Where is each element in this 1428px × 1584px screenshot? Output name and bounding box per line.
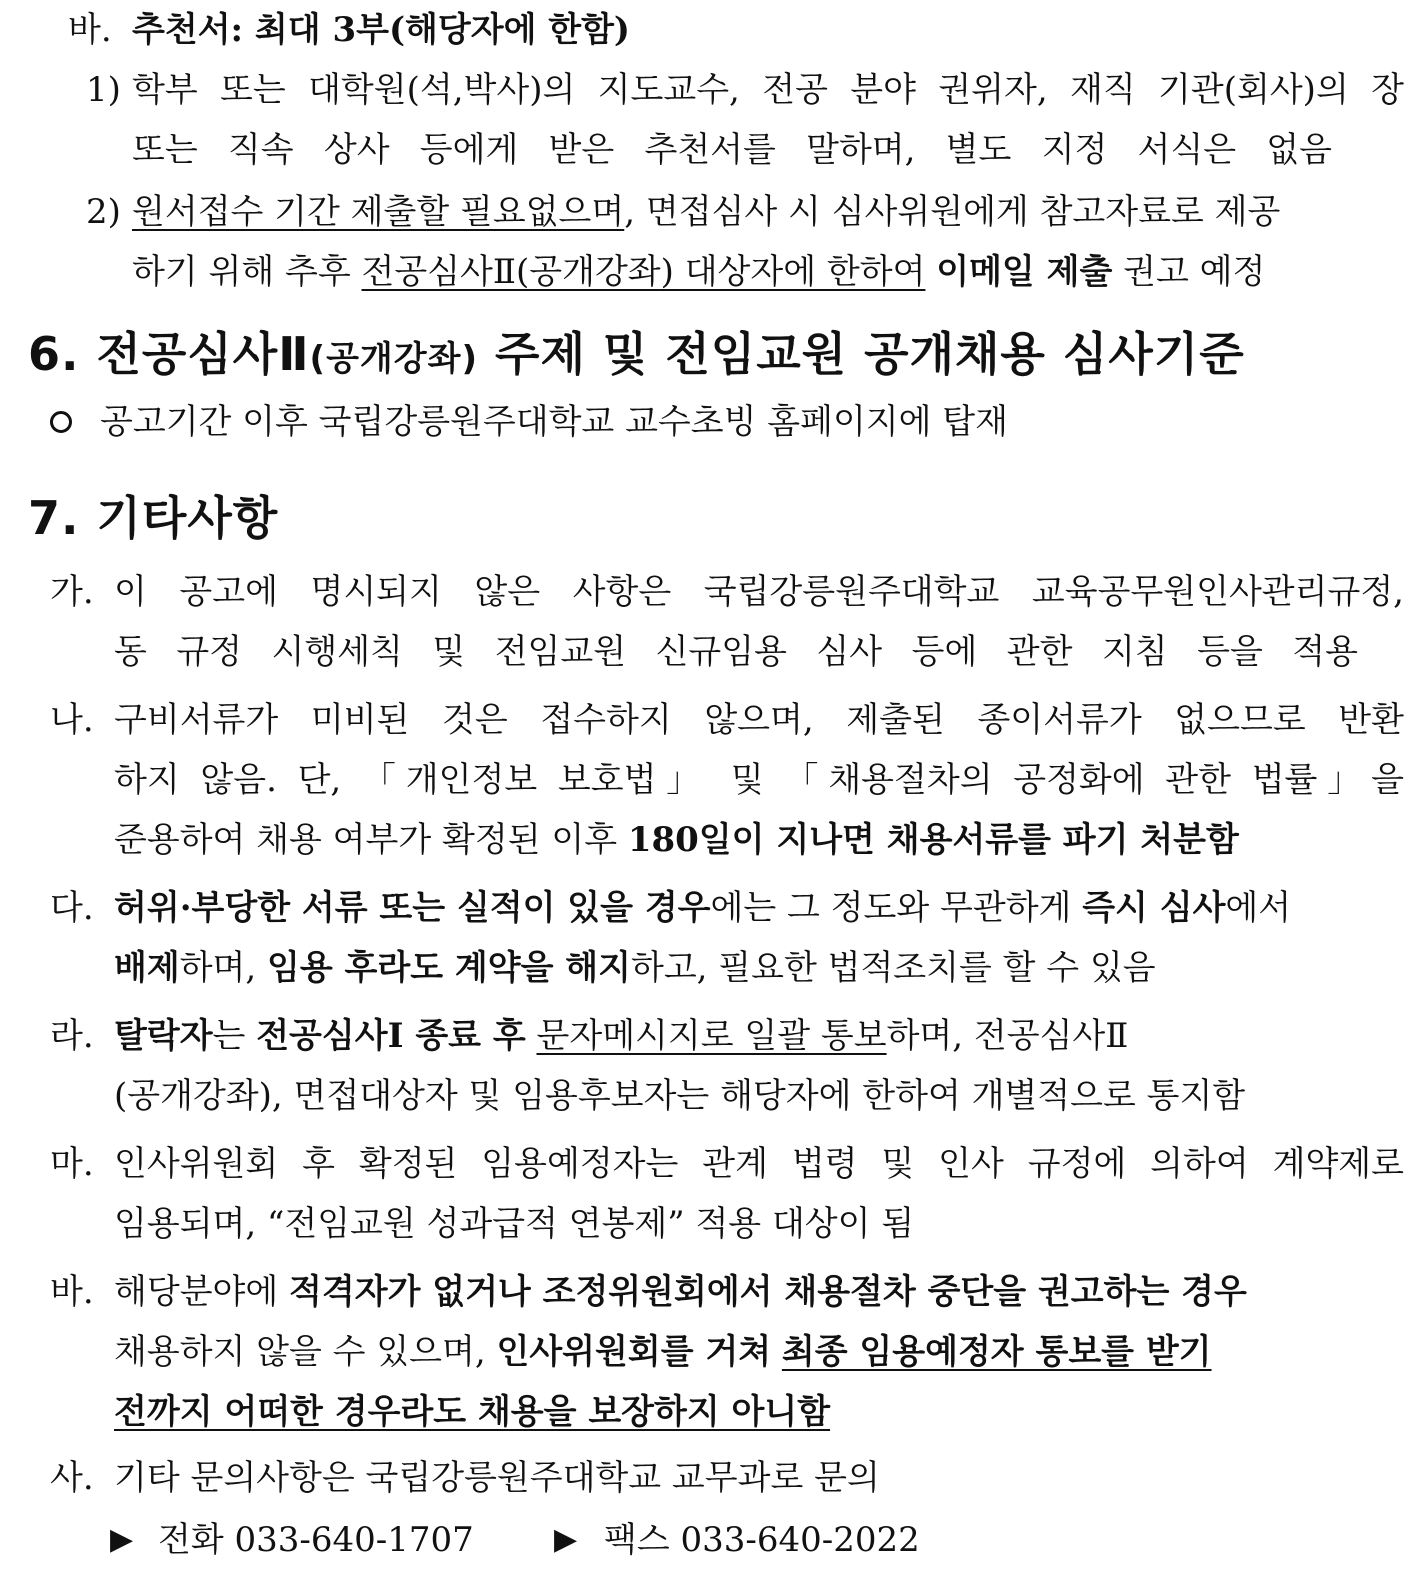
- recommendation-heading: 추천서: 최대 3부(해당자에 한함): [132, 10, 631, 50]
- paragraph-line: 동 규정 시행세칙 및 전임교원 신규임용 심사 등에 관한 지침 등을 적용: [114, 632, 1358, 672]
- circle-bullet-icon: [50, 411, 72, 433]
- paragraph-line: (공개강좌), 면접대상자 및 임용후보자는 해당자에 한하여 개별적으로 통지함: [114, 1076, 1246, 1116]
- text-run: 는: [212, 1016, 257, 1056]
- contact-fax: [604, 1518, 920, 1562]
- bold-text: 적격자가 없거나 조정위원회에서 채용절차 중단을 권고하는 경우: [289, 1272, 1247, 1312]
- text-run: 하며, 전공심사Ⅱ: [886, 1016, 1129, 1056]
- bold-text: 탈락자: [114, 1016, 213, 1056]
- paragraph-line: 공고기간 이후 국립강릉원주대학교 교수초빙 홈페이지에 탑재: [100, 402, 1008, 442]
- bold-text: 임용 후라도 계약을 해지: [267, 948, 631, 988]
- list-marker: 마.: [50, 1144, 94, 1184]
- list-marker: 바.: [50, 1272, 94, 1312]
- bold-text: 즉시 심사: [1082, 888, 1226, 928]
- bold-text: 전공심사Ⅰ 종료 후: [256, 1016, 526, 1056]
- fax-number: 033-640-2022: [680, 1520, 920, 1560]
- bold-text: 180일이 지나면 채용서류를 파기 처분함: [627, 820, 1239, 860]
- paragraph-line: [114, 818, 1404, 862]
- paragraph-line: [132, 190, 1404, 234]
- list-marker: 다.: [50, 888, 94, 928]
- text-run: 하기 위해 추후: [132, 252, 362, 292]
- list-marker: 1): [86, 70, 121, 110]
- phone-label: 전화: [158, 1520, 224, 1560]
- phone-number: 033-640-1707: [234, 1520, 474, 1560]
- bold-text: 이메일 제출: [936, 252, 1113, 292]
- section-heading-7: 7. 기타사항: [28, 491, 279, 545]
- bold-text: 허위·부당한 서류 또는 실적이 있을 경우: [114, 888, 711, 928]
- list-marker: 사.: [50, 1458, 94, 1498]
- text-run: 준용하여 채용 여부가 확정된 이후: [114, 820, 628, 860]
- paragraph-line: [114, 1390, 1404, 1434]
- paragraph-line: 구비서류가 미비된 것은 접수하지 않으며, 제출된 종이서류가 없으므로 반환: [114, 700, 1404, 740]
- heading-text: 주제 및 전임교원 공개채용 심사기준: [478, 327, 1245, 381]
- section-heading-6: [28, 326, 1245, 387]
- list-marker: 2): [86, 192, 121, 232]
- paragraph-line: [114, 886, 1404, 930]
- triangle-right-icon: ▶: [554, 1522, 578, 1557]
- underlined-text: 원서접수 기간 제출할 필요없으며: [132, 192, 625, 232]
- text-run: 하고, 필요한 법적조치를 할 수 있음: [630, 948, 1156, 988]
- paragraph-line: 학부 또는 대학원(석,박사)의 지도교수, 전공 분야 권위자, 재직 기관(회사)의 장: [132, 70, 1404, 110]
- fax-label: 팩스: [604, 1520, 670, 1560]
- bold-text: 배제: [114, 948, 180, 988]
- underlined-text: 전공심사Ⅱ(공개강좌) 대상자에 한하여: [361, 252, 926, 292]
- list-marker: 나.: [50, 700, 94, 740]
- bold-text: 인사위원회를 거쳐: [496, 1332, 772, 1372]
- paragraph-line: 하지 않음. 단, 「개인정보 보호법」 및 「채용절차의 공정화에 관한 법률」을: [114, 760, 1404, 800]
- text-run: [925, 252, 936, 292]
- list-marker: 바.: [68, 10, 112, 50]
- paragraph-line: 임용되며, “전임교원 성과급적 연봉제” 적용 대상이 됨: [114, 1204, 915, 1244]
- list-marker: 가.: [50, 572, 94, 612]
- text-run: , 면접심사 시 심사위원에게 참고자료로 제공: [624, 192, 1281, 232]
- text-run: 권고 예정: [1112, 252, 1266, 292]
- list-marker: 라.: [50, 1016, 94, 1056]
- text-run: 하며,: [179, 948, 268, 988]
- text-run: [771, 1332, 782, 1372]
- bold-underlined-text: 최종 임용예정자 통보를 받기: [781, 1332, 1212, 1372]
- triangle-right-icon: ▶: [110, 1522, 134, 1557]
- paragraph-line: 인사위원회 후 확정된 임용예정자는 관계 법령 및 인사 규정에 의하여 계약제로: [114, 1144, 1404, 1184]
- paragraph-line: [114, 1014, 1404, 1058]
- text-run: [526, 1016, 537, 1056]
- paragraph-line: [114, 1270, 1404, 1314]
- paragraph-line: 이 공고에 명시되지 않은 사항은 국립강릉원주대학교 교육공무원인사관리규정,: [114, 572, 1404, 612]
- paragraph-line: 또는 직속 상사 등에게 받은 추천서를 말하며, 별도 지정 서식은 없음: [132, 130, 1332, 170]
- heading-text: (공개강좌): [309, 339, 479, 379]
- heading-text: 6. 전공심사Ⅱ: [28, 327, 310, 381]
- paragraph-line: [114, 946, 1404, 990]
- contact-phone: [158, 1518, 474, 1562]
- paragraph-line: 기타 문의사항은 국립강릉원주대학교 교무과로 문의: [114, 1458, 880, 1498]
- paragraph-line: [114, 1330, 1404, 1374]
- paragraph-line: [132, 250, 1404, 294]
- text-run: 채용하지 않을 수 있으며,: [114, 1332, 497, 1372]
- bold-underlined-text: 전까지 어떠한 경우라도 채용을 보장하지 아니함: [114, 1392, 831, 1432]
- text-run: 에는 그 정도와 무관하게: [710, 888, 1083, 928]
- text-run: 해당분야에: [114, 1272, 290, 1312]
- text-run: 에서: [1225, 888, 1292, 928]
- underlined-text: 문자메시지로 일괄 통보: [536, 1016, 887, 1056]
